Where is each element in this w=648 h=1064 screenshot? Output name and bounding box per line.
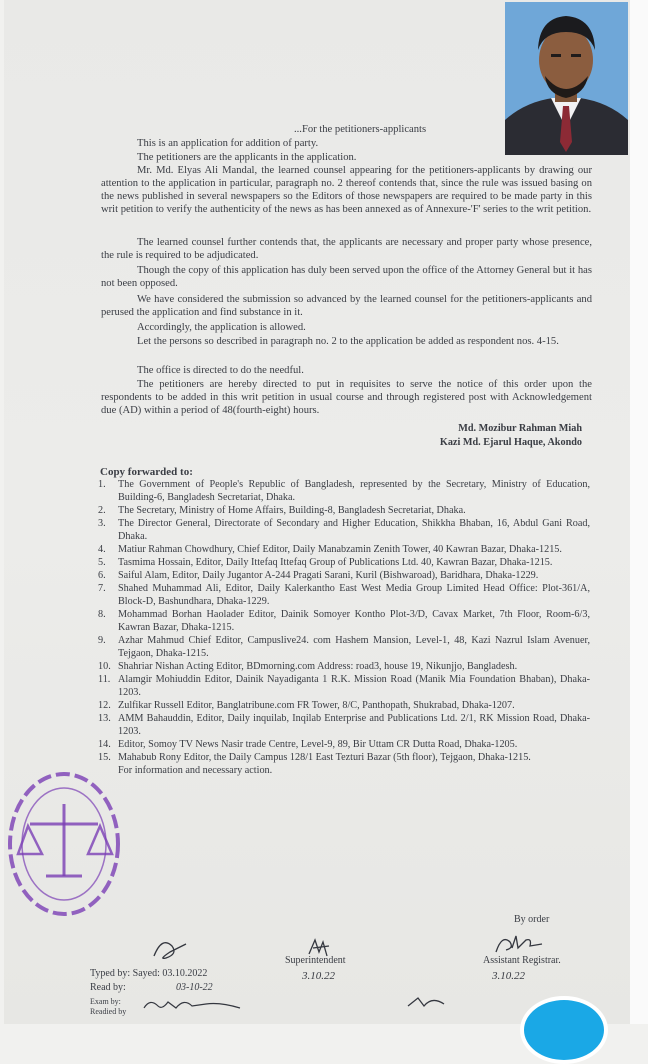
- copy-forwarded-item: [98, 738, 590, 751]
- copy-forwarded-item: [98, 582, 590, 608]
- copy-forwarded-item-text: Mahabub Rony Editor, the Daily Campus 128/1 East Tezturi Bazar (5th floor), Tejgaon, Dhaka-1215.: [118, 752, 531, 763]
- copy-forwarded-item-number: 14.: [98, 739, 111, 750]
- copy-forwarded-item-number: 2.: [98, 505, 106, 516]
- header-line: ...For the petitioners-applicants: [294, 124, 427, 135]
- copy-forwarded-item: [98, 478, 590, 504]
- copy-forwarded-item: [98, 764, 590, 777]
- copy-forwarded-item-text: Mohammad Borhan Haolader Editor, Dainik Somoyer Kontho Plot-3/D, Cavax Market, 7th Floor, Room-6/3, Kawran Bazar, Dhaka-1215.: [118, 609, 590, 633]
- copy-forwarded-item: [98, 712, 590, 738]
- readied-by: Readied by: [90, 1007, 127, 1016]
- copy-forwarded-item-number: 4.: [98, 544, 106, 555]
- copy-forwarded-item-text: AMM Bahauddin, Editor, Daily inquilab, Inqilab Enterprise and Publications Ltd. 2/1, RK Mission Road, Dhaka-1203.: [118, 713, 590, 737]
- copy-forwarded-item: [98, 660, 590, 673]
- assistant-registrar-label: Assistant Registrar.: [483, 955, 561, 966]
- floating-action-badge[interactable]: [520, 996, 608, 1064]
- copy-forwarded-item-text: Matiur Rahman Chowdhury, Chief Editor, Daily Manabzamin Zenith Tower, 40 Kawran Bazar, Dhaka-1215.: [118, 544, 562, 555]
- copy-forwarded-item-text: Shahed Muhammad Ali, Editor, Daily Kalerkantho East West Media Group Limited Head Office: Plot-361/A, Block-D, Bashundhara, Dhaka-1229.: [118, 583, 590, 607]
- exam-signature: [140, 994, 250, 1016]
- paragraph: Accordingly, the application is allowed.: [137, 322, 306, 333]
- judge-name: Md. Mozibur Rahman Miah: [458, 423, 582, 434]
- by-order-label: By order: [514, 914, 550, 925]
- paragraph: The petitioners are hereby directed to put in requisites to serve the notice of this order upon the respondents to be added in this writ petition in usual course and through registered post with Acknowledgement due (AD) within a period of 48(fourth-eight) hours.: [101, 379, 592, 416]
- copy-forwarded-item-number: 5.: [98, 557, 106, 568]
- copy-forwarded-item: [98, 751, 590, 764]
- paragraph: The office is directed to do the needful.: [137, 365, 304, 376]
- copy-forwarded-item: [98, 634, 590, 660]
- copy-forwarded-item-text: The Secretary, Ministry of Home Affairs, Building-8, Bangladesh Secretariat, Dhaka.: [118, 505, 466, 516]
- bottom-signature: [404, 992, 448, 1014]
- copy-forwarded-item-number: 8.: [98, 609, 106, 620]
- read-date: 03-10-22: [176, 982, 213, 993]
- typist-signature: [150, 934, 190, 964]
- registrar-date: 3.10.22: [492, 970, 525, 982]
- copy-forwarded-item: [98, 608, 590, 634]
- copy-forwarded-item-number: 1.: [98, 479, 106, 490]
- superintendent-date: 3.10.22: [302, 970, 335, 982]
- copy-forwarded-item-text: Editor, Somoy TV News Nasir trade Centre, Level-9, 89, Bir Uttam CR Dutta Road, Dhaka-1205.: [118, 739, 518, 750]
- copy-forwarded-heading: Copy forwarded to:: [100, 466, 193, 478]
- passport-photo: [505, 2, 628, 155]
- registrar-signature: [492, 932, 546, 956]
- typed-by: Typed by: Sayed: 03.10.2022: [90, 968, 208, 979]
- copy-forwarded-item-number: 12.: [98, 700, 111, 711]
- paragraph: Though the copy of this application has duly been served upon the office of the Attorney General but it has not been opposed.: [101, 265, 592, 289]
- paragraph: Mr. Md. Elyas Ali Mandal, the learned counsel appearing for the petitioners-applicants by drawing our attention to the application in particular, paragraph no. 2 thereof contends that, since the rule was issued basing on the news published in several newspapers so the Editors of those newspapers are required to be made party in this writ petition to verify the authenticity of the news as has been annexed as of Annexure-'F' series to the writ petition.: [101, 165, 592, 215]
- copy-forwarded-item-number: 6.: [98, 570, 106, 581]
- copy-forwarded-item: [98, 543, 590, 556]
- copy-forwarded-item: [98, 673, 590, 699]
- paragraph: Let the persons so described in paragraph no. 2 to the application be added as respondent nos. 4-15.: [137, 336, 559, 347]
- copy-forwarded-item-number: 10.: [98, 661, 111, 672]
- superintendent-label: Superintendent: [285, 955, 346, 966]
- paragraph: The petitioners are the applicants in the application.: [137, 152, 357, 163]
- copy-forwarded-item-text: Tasmima Hossain, Editor, Daily Ittefaq Ittefaq Group of Publications Ltd. 40, Kawran Bazar, Dhaka-1215.: [118, 557, 553, 568]
- copy-forwarded-item-text: Alamgir Mohiuddin Editor, Dainik Nayadiganta 1 R.K. Mission Road (Manik Mia Foundation Bhaban), Dhaka-1203.: [118, 674, 590, 698]
- copy-forwarded-item-number: 7.: [98, 583, 106, 594]
- superintendent-signature: [305, 936, 335, 960]
- judge-name: Kazi Md. Ejarul Haque, Akondo: [439, 437, 582, 448]
- exam-by: Exam by:: [90, 997, 121, 1006]
- copy-forwarded-item-text: Shahriar Nishan Acting Editor, BDmorning.com Address: road3, house 19, Nikunjjo, Bangladesh.: [118, 661, 518, 672]
- page-margin: [630, 0, 648, 1024]
- copy-forwarded-item: [98, 517, 590, 543]
- paragraph: The learned counsel further contends that, the applicants are necessary and proper party whose presence, the rule is required to be adjudicated.: [101, 237, 592, 261]
- court-seal-stamp: [6, 764, 126, 919]
- copy-forwarded-item: [98, 699, 590, 712]
- copy-forwarded-item-text: Zulfikar Russell Editor, Banglatribune.com FR Tower, 8/C, Panthopath, Shukrabad, Dhaka-1207.: [118, 700, 515, 711]
- copy-forwarded-item-text: The Director General, Directorate of Secondary and Higher Education, Shikkha Bhaban, 16, Abdul Gani Road, Dhaka.: [118, 518, 590, 542]
- copy-forwarded-item-number: 15.: [98, 752, 111, 763]
- paragraph: This is an application for addition of party.: [137, 138, 319, 149]
- copy-forwarded-item-number: 3.: [98, 518, 106, 529]
- copy-forwarded-item: [98, 504, 590, 517]
- copy-forwarded-item-text: Azhar Mahmud Chief Editor, Campuslive24. com Hashem Mansion, Level-1, 48, Kazi Nazrul Islam Avenuer, Tejgaon, Dhaka-1215.: [118, 635, 590, 659]
- copy-forwarded-item-number: 13.: [98, 713, 111, 724]
- copy-forwarded-item-number: 11.: [98, 674, 111, 685]
- copy-forwarded-item-number: 9.: [98, 635, 106, 646]
- copy-forwarded-item: [98, 569, 590, 582]
- copy-forwarded-item: [98, 556, 590, 569]
- read-by: Read by:: [90, 982, 126, 993]
- paragraph: We have considered the submission so advanced by the learned counsel for the petitioners-applicants and perused the application and find substance in it.: [101, 294, 592, 318]
- copy-forwarded-item-text: Saiful Alam, Editor, Daily Jugantor A-244 Pragati Sarani, Kuril (Bishwaroad), Baridhara, Dhaka-1229.: [118, 570, 539, 581]
- copy-forwarded-item-text: The Government of People's Republic of Bangladesh, represented by the Secretary, Ministry of Education, Building-6, Bangladesh Secretariat, Dhaka.: [118, 479, 590, 503]
- copy-forwarded-list: [98, 478, 590, 777]
- copy-forwarded-item-text: For information and necessary action.: [118, 765, 273, 776]
